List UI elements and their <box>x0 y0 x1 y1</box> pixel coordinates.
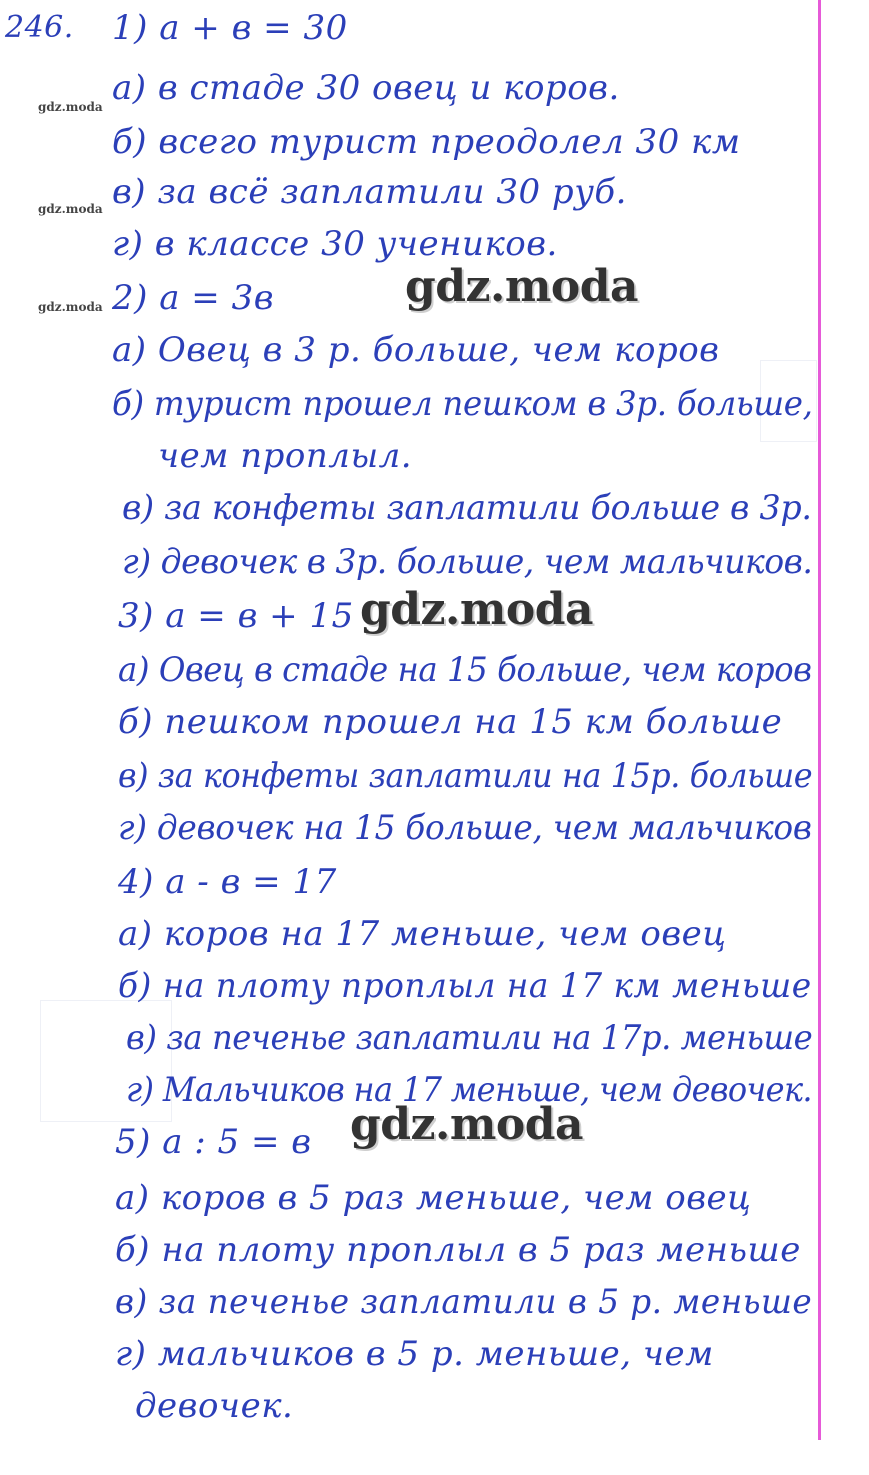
answer-line: в) за конфеты заплатили на 15р. больше <box>118 756 813 796</box>
answer-line: 4) a - в = 17 <box>118 862 337 902</box>
answer-line: г) девочек на 15 больше, чем мальчиков <box>118 808 812 848</box>
answer-line: а) коров на 17 меньше, чем овец <box>118 914 727 954</box>
watermark-small: gdz.moda <box>38 202 103 216</box>
answer-line: девочек. <box>135 1386 294 1426</box>
watermark-big: gdz.moda <box>405 261 639 312</box>
problem-number: 246. <box>5 10 74 45</box>
watermark-big: gdz.moda <box>350 1099 584 1150</box>
answer-line: 2) a = 3в <box>112 278 274 318</box>
watermark-small: gdz.moda <box>38 300 103 314</box>
answer-line: б) всего турист преодолел 30 км <box>112 122 741 162</box>
answer-line: г) мальчиков в 5 р. меньше, чем <box>115 1334 714 1374</box>
answer-line: в) за всё заплатили 30 руб. <box>112 172 627 212</box>
answer-line: 1) a + в = 30 <box>112 8 348 48</box>
answer-line: б) на плоту проплыл на 17 км меньше <box>118 966 812 1006</box>
answer-line: а) Овец в стаде на 15 больше, чем коров <box>118 650 812 690</box>
answer-line: г) в классе 30 учеников. <box>112 224 558 264</box>
margin-line <box>818 0 821 1440</box>
answer-line: 5) a : 5 = в <box>115 1122 312 1162</box>
watermark-small: gdz.moda <box>38 100 103 114</box>
answer-line: г) девочек в 3р. больше, чем мальчиков. <box>122 542 813 582</box>
watermark-big: gdz.moda <box>360 584 594 635</box>
answer-line: а) коров в 5 раз меньше, чем овец <box>115 1178 752 1218</box>
answer-line: в) за печенье заплатили на 17р. меньше <box>126 1018 813 1058</box>
answer-line: б) пешком прошел на 15 км больше <box>118 702 783 742</box>
answer-line: а) Овец в 3 р. больше, чем коров <box>112 330 720 370</box>
answer-line: в) за конфеты заплатили больше в 3р. <box>122 488 812 528</box>
answer-line: б) на плоту проплыл в 5 раз меньше <box>115 1230 801 1270</box>
answer-line: б) турист прошел пешком в 3р. больше, <box>112 384 813 424</box>
answer-line: 3) a = в + 15 <box>118 596 354 636</box>
answer-line: а) в стаде 30 овец и коров. <box>112 68 620 108</box>
answer-line: чем проплыл. <box>158 436 413 476</box>
answer-line: в) за печенье заплатили в 5 р. меньше <box>115 1282 813 1322</box>
answer-line: г) Мальчиков на 17 меньше, чем девочек. <box>126 1070 812 1110</box>
